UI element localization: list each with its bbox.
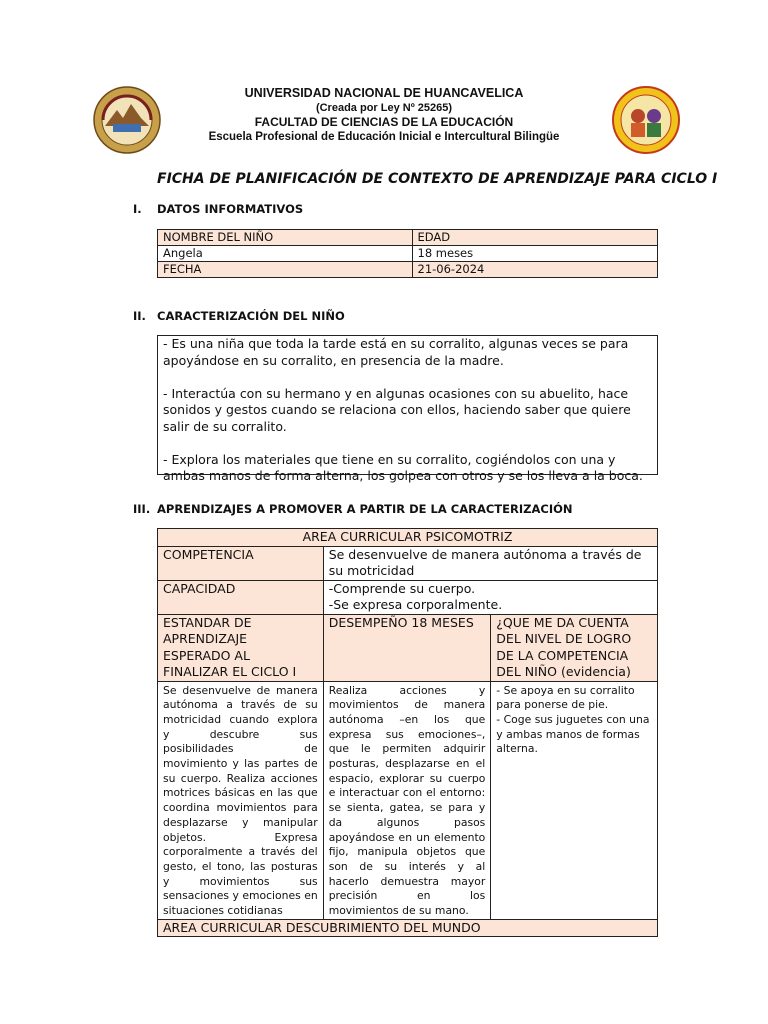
table-row [158,580,658,614]
column-header-estandar: ESTANDAR DE APRENDIZAJE ESPERADO AL FINALIZAR EL CICLO I [158,614,324,681]
university-name: UNIVERSIDAD NACIONAL DE HUANCAVELICA [244,86,524,100]
page-title: FICHA DE PLANIFICACIÓN DE CONTEXTO DE APRENDIZAJE PARA CICLO I [157,171,718,187]
column-header-evidencia: ¿QUE ME DA CUENTA DEL NIVEL DE LOGRO DE LA COMPETENCIA DEL NIÑO (evidencia) [491,614,658,681]
table-row [158,546,658,580]
table-cell: FECHA [158,262,413,278]
table-row [158,230,658,246]
table-row [158,529,658,547]
capacidad-item: -Comprende su cuerpo. [328,580,476,596]
table-row [158,246,658,262]
table-row [158,614,658,681]
capacidad-label: CAPACIDAD [158,580,324,614]
estandar-text: Se desenvuelve de manera autónoma a través de su motricidad cuando explora y descubre sus posibilidades de movimiento y las partes de su cuerpo. Realiza acciones motrices básicas en las que coordina movimientos para desplazarse y manipular objetos. Expresa corporalmente a través del gesto, el tono, las posturas y movimientos sus sensaciones y emociones en situaciones cotidianas [158,681,324,919]
section-heading-3 [133,502,573,516]
section-heading-2 [133,309,345,323]
section-number: I. [133,202,142,216]
table-cell: 18 meses [412,246,658,262]
section-label: APRENDIZAJES A PROMOVER A PARTIR DE LA CARACTERIZACIÓN [157,502,573,516]
caracterizacion-box [157,335,658,483]
creation-law: (Creada por Ley Nº 25265) [315,101,453,114]
datos-table [157,229,658,278]
section-heading-1 [133,202,303,216]
area-descubrimiento-header: AREA CURRICULAR DESCUBRIMIENTO DEL MUNDO [158,919,658,937]
table-row [158,681,658,919]
section-label: DATOS INFORMATIVOS [157,202,304,216]
document-header [180,86,588,144]
school-name: Escuela Profesional de Educación Inicial e Intercultural Bilingüe [208,130,560,143]
faculty-name: FACULTAD DE CIENCIAS DE LA EDUCACIÓN [254,115,514,129]
capacidad-item: -Se expresa corporalmente. [328,597,503,612]
caracterizacion-paragraph: - Interactúa con su hermano y en algunas ocasiones con su abuelito, hace sonidos y gestos cuando se relaciona con ellos, haciendo saber que quiere salir de su corralito. [163,385,631,434]
evidencia-item: - Se apoya en su corralito para ponerse de pie. [496,683,635,712]
table-row [158,919,658,937]
section-number: III. [133,502,151,516]
capacidad-values [323,580,657,614]
table-row [158,262,658,278]
school-emblem-logo [612,86,680,154]
section-label: CARACTERIZACIÓN DEL NIÑO [157,309,345,323]
table-cell: 21-06-2024 [412,262,658,278]
evidencia-item: - Coge sus juguetes con una y ambas manos de formas alterna. [496,712,650,756]
table-cell: NOMBRE DEL NIÑO [158,230,413,246]
table-cell: EDAD [412,230,658,246]
table-cell: Angela [158,246,413,262]
desempeno-text: Realiza acciones y movimientos de manera autónoma –en los que expresa sus emociones–, que le permiten adquirir posturas, desplazarse en el espacio, explorar su cuerpo e interactuar con el entorno: se sienta, gatea, se para y da algunos pasos apoyándose en un elemento fijo, manipula objetos que son de su interés y al hacerlo demuestra mayor precisión en los movimientos de su mano. [323,681,491,919]
section-number: II. [133,309,146,323]
aprendizajes-table [157,528,658,937]
university-seal-logo [93,86,161,154]
caracterizacion-paragraph: - Es una niña que toda la tarde está en su corralito, algunas veces se para apoyándose en su corralito, en presencia de la madre. [163,336,629,368]
caracterizacion-paragraph: - Explora los materiales que tiene en su corralito, cogiéndolos con una y ambas manos de forma alterna, los golpea con otros y se los lleva a la boca. [163,451,643,483]
column-header-desempeno: DESEMPEÑO 18 MESES [323,614,491,681]
area-psicomotriz-header: AREA CURRICULAR PSICOMOTRIZ [158,529,658,547]
competencia-label: COMPETENCIA [158,546,324,580]
evidencia-cell [491,681,658,919]
competencia-value: Se desenvuelve de manera autónoma a través de su motricidad [323,546,657,580]
